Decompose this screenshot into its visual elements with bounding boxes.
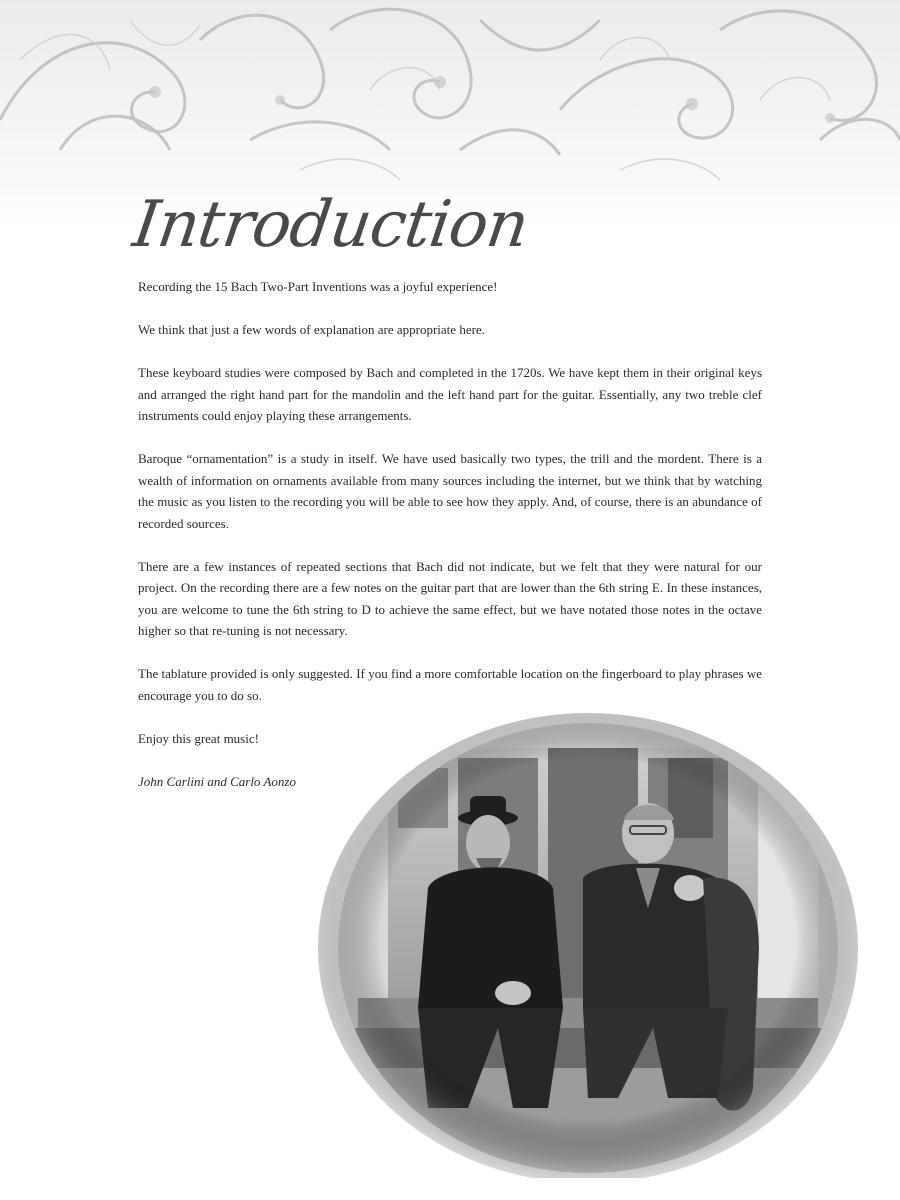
paragraph: There are a few instances of repeated sections that Bach did not indicate, but we felt that they were natural for our project. On the recording there are a few notes on the guitar part that are lower than the 6th string E. In these instances, you are welcome to tune the 6th string to D to achieve the same effect, but we have notated those notes in the octave higher so that re-tuning is not necessary. [138,558,762,638]
paragraph: Baroque “ornamentation” is a study in itself. We have used basically two types, the trill and the mordent. There is a wealth of information on ornaments available from many sources including the internet, but we think that by watching the music as you listen to the recording you will be able to see how they apply. And, of course, there is an abundance of recorded sources. [138,451,762,531]
musicians-photo [318,708,858,1178]
signature: John Carlini and Carlo Aonzo [138,773,296,789]
page-title: Introduction [128,188,533,262]
paragraph: Recording the 15 Bach Two-Part Inventions was a joyful experience! [138,279,498,294]
paragraph: The tablature provided is only suggested. If you find a more comfortable location on the fingerboard to play phrases we encourage you to do so. [138,666,762,703]
paragraph: We think that just a few words of explanation are appropriate here. [138,322,485,337]
paragraph: Enjoy this great music! [138,730,259,746]
two-musicians-photo-icon [318,708,858,1178]
paragraph: These keyboard studies were composed by Bach and completed in the 1720s. We have kept them in their original keys and arranged the right hand part for the mandolin and the left hand part for the guitar. Essentially, any two treble clef instruments could enjoy playing these arrangements. [138,365,762,423]
